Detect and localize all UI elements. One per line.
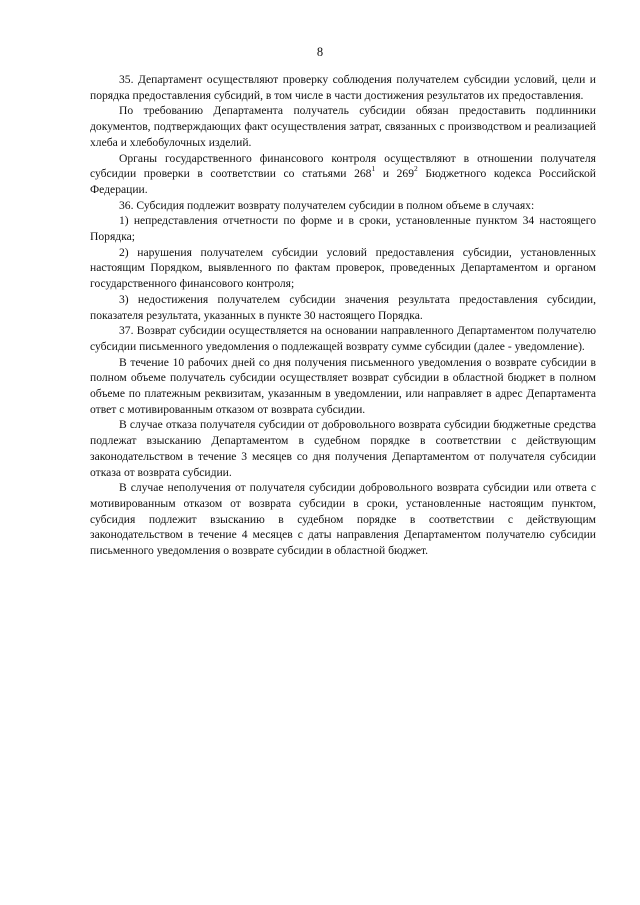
- paragraph-37-refusal: В случае отказа получателя субсидии от добровольного возврата субсидии бюджетные средства подлежат взысканию Департаментом в судебном порядке в соответствии с действующим законодательством в течение 3 месяцев со дня получения Департаментом от получателя субсидии отказа от возврата субсидии.: [90, 418, 596, 479]
- control-text-b: и 269: [375, 167, 415, 181]
- article-268-superscript: 1: [371, 164, 376, 174]
- article-269-superscript: 2: [414, 164, 418, 174]
- paragraph-35-documents: По требованию Департамента получатель субсидии обязан предоставить подлинники документов, подтверждающих факт осуществления затрат, связанных с производством и реализацией хлеба и хлебобулочных изделий.: [90, 104, 596, 149]
- control-text-c: Бюджетного кодекса Российской Федерации.: [90, 167, 596, 196]
- paragraph-35: 35. Департамент осуществляют проверку соблюдения получателем субсидии условий, цели и порядка предоставления субсидий, в том числе в части достижения результатов их предоставления.: [90, 73, 596, 102]
- paragraph-37: 37. Возврат субсидии осуществляется на основании направленного Департаментом получателю субсидии письменного уведомления о подлежащей возврату сумме субсидии (далее - уведомление).: [90, 324, 596, 353]
- paragraph-36-item-2: 2) нарушения получателем субсидии условий предоставления субсидии, установленных настоящим Порядком, выявленного по фактам проверок, проведенных Департаментом и органом государственного финансового контроля;: [90, 245, 596, 291]
- paragraph-36-item-1: 1) непредставления отчетности по форме и в сроки, установленные пунктом 34 настоящего Порядка;: [90, 214, 596, 244]
- paragraph-35-financial-control: [90, 151, 596, 198]
- paragraph-37-term: В течение 10 рабочих дней со дня получения письменного уведомления о возврате субсидии в полном объеме получатель субсидии осуществляет возврат субсидии в областной бюджет в полном объеме по платежным реквизитам, указанным в уведомлении, или направляет в адрес Департамента ответ с мотивированным отказом от возврата субсидии.: [90, 355, 596, 416]
- control-text-a: Органы государственного финансового контроля осуществляют в отношении получателя субсидии проверки в соответствии со статьями 268: [90, 151, 596, 181]
- document-body: [90, 72, 596, 559]
- paragraph-36-item-3: 3) недостижения получателем субсидии значения результата предоставления субсидии, показателя результата, указанных в пункте 30 настоящего Порядка.: [90, 292, 596, 322]
- paragraph-36: 36. Субсидия подлежит возврату получателем субсидии в полном объеме в случаях:: [119, 198, 535, 212]
- paragraph-37-nonreceipt: В случае неполучения от получателя субсидии добровольного возврата субсидии или ответа с мотивированным отказом от возврата субсидии в сроки, установленные настоящим пунктом, субсидия подлежит взысканию в судебном порядке в соответствии с действующим законодательством в течение 4 месяцев с даты направления Департаментом получателю субсидии письменного уведомления о возврате субсидии в областной бюджет.: [90, 481, 596, 558]
- page-number: 8: [316, 45, 324, 59]
